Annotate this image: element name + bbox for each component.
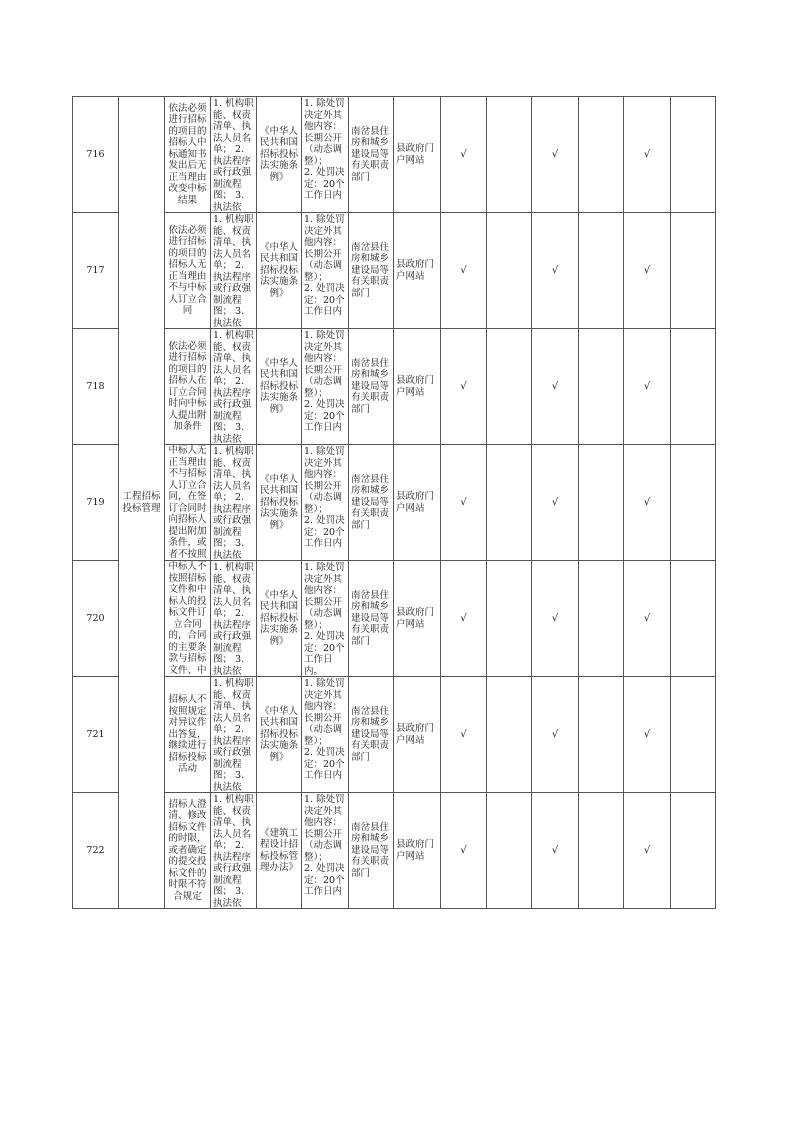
legal-basis: 《中华人民共和国招标投标法实施条例》: [259, 357, 298, 415]
check-mark: √: [441, 677, 487, 793]
empty-cell: [579, 677, 624, 793]
disclosure-time: 1. 除处罚决定外其他内容：长期公开（动态调整）； 2. 处罚决定：20个工作日内。: [304, 562, 345, 676]
empty-cell: [671, 445, 716, 561]
check-mark: √: [624, 329, 671, 445]
disclosure-content: 1. 机构职能、权责清单、执法人员名单； 2. 执法程序或行政强制流程图； 3. 执法依: [213, 98, 254, 212]
empty-cell: [671, 561, 716, 677]
legal-basis: 《中华人民共和国招标投标法实施条例》: [259, 125, 298, 183]
empty-cell: [671, 213, 716, 329]
item-name: 依法必须进行招标的项目的招标人在订立合同时向中标人提出附加条件: [168, 340, 207, 432]
category-cell: [119, 97, 165, 909]
disclosure-subject: 南岔县住房和城乡建设局等有关职责部门: [351, 821, 390, 879]
empty-cell: [579, 561, 624, 677]
legal-basis: 《建筑工程设计招标投标管理办法》: [259, 827, 298, 873]
check-mark: √: [624, 561, 671, 677]
check-mark: √: [441, 329, 487, 445]
disclosure-channel: 县政府门户网站: [396, 259, 435, 282]
empty-cell: [487, 445, 532, 561]
check-mark: √: [532, 677, 579, 793]
item-name: 依法必须进行招标的项目的招标人中标通知书发出后无正当理由改变中标结果: [168, 102, 207, 206]
item-name: 中标人不按照招标文件和中标人的投标文件订立合同的，合同的主要条款与招标文件、中: [168, 561, 207, 676]
disclosure-content: 1. 机构职能、权责清单、执法人员名单； 2. 执法程序或行政强制流程图； 3. 执法依: [213, 330, 254, 444]
disclosure-time: 1. 除处罚决定外其他内容：长期公开（动态调整）； 2. 处罚决定：20个工作日内: [304, 98, 345, 201]
disclosure-content: 1. 机构职能、权责清单、执法人员名单； 2. 执法程序或行政强制流程图； 3. 执法依: [213, 562, 254, 676]
check-mark: √: [441, 213, 487, 329]
check-mark: √: [441, 561, 487, 677]
table-row: [73, 561, 716, 677]
row-number: 719: [73, 445, 119, 561]
empty-cell: [671, 97, 716, 213]
disclosure-subject: 南岔县住房和城乡建设局等有关职责部门: [351, 241, 390, 299]
row-number: 720: [73, 561, 119, 677]
row-number: 718: [73, 329, 119, 445]
empty-cell: [579, 329, 624, 445]
check-mark: √: [624, 445, 671, 561]
item-name: 依法必须进行招标的项目的招标人无正当理由不与中标人订立合同: [168, 224, 207, 316]
check-mark: √: [532, 793, 579, 909]
empty-cell: [487, 97, 532, 213]
disclosure-time: 1. 除处罚决定外其他内容：长期公开（动态调整）； 2. 处罚决定：20个工作日内: [304, 330, 345, 433]
check-mark: √: [532, 329, 579, 445]
disclosure-channel: 县政府门户网站: [396, 375, 435, 398]
empty-cell: [487, 561, 532, 677]
disclosure-content: 1. 机构职能、权责清单、执法人员名单； 2. 执法程序或行政强制流程图； 3. 执法依: [213, 794, 254, 908]
disclosure-subject: 南岔县住房和城乡建设局等有关职责部门: [351, 125, 390, 183]
table-row: [73, 97, 716, 213]
disclosure-time: 1. 除处罚决定外其他内容：长期公开（动态调整）； 2. 处罚决定：20个工作日内: [304, 794, 345, 897]
table-row: [73, 213, 716, 329]
empty-cell: [579, 97, 624, 213]
item-name: 招标人澄清、修改招标文件的时限，或者确定的提交投标文件的时限不符合规定: [168, 798, 207, 902]
disclosure-channel: 县政府门户网站: [396, 491, 435, 514]
empty-cell: [487, 793, 532, 909]
row-number: 722: [73, 793, 119, 909]
table-row: [73, 329, 716, 445]
empty-cell: [579, 445, 624, 561]
check-mark: √: [624, 97, 671, 213]
empty-cell: [487, 329, 532, 445]
disclosure-content: 1. 机构职能、权责清单、执法人员名单； 2. 执法程序或行政强制流程图； 3. 执法依: [213, 446, 254, 560]
legal-basis: 《中华人民共和国招标投标法实施条例》: [259, 705, 298, 763]
check-mark: √: [624, 677, 671, 793]
empty-cell: [487, 677, 532, 793]
table-row: [73, 793, 716, 909]
disclosure-channel: 县政府门户网站: [396, 607, 435, 630]
check-mark: √: [532, 561, 579, 677]
disclosure-channel: 县政府门户网站: [396, 723, 435, 746]
item-name: 招标人不按照规定对异议作出答复，继续进行招标投标活动: [168, 694, 207, 775]
check-mark: √: [441, 793, 487, 909]
legal-basis: 《中华人民共和国招标投标法实施条例》: [259, 473, 298, 531]
disclosure-time: 1. 除处罚决定外其他内容：长期公开（动态调整）； 2. 处罚决定：20个工作日内: [304, 678, 345, 781]
legal-basis: 《中华人民共和国招标投标法实施条例》: [259, 589, 298, 647]
empty-cell: [579, 213, 624, 329]
empty-cell: [487, 213, 532, 329]
row-number: 717: [73, 213, 119, 329]
disclosure-table: [72, 96, 716, 909]
check-mark: √: [441, 445, 487, 561]
check-mark: √: [532, 97, 579, 213]
disclosure-subject: 南岔县住房和城乡建设局等有关职责部门: [351, 357, 390, 415]
check-mark: √: [532, 445, 579, 561]
table-row: [73, 677, 716, 793]
check-mark: √: [624, 213, 671, 329]
disclosure-subject: 南岔县住房和城乡建设局等有关职责部门: [351, 589, 390, 647]
row-number: 716: [73, 97, 119, 213]
category-label: 工程招标投标管理: [122, 490, 161, 514]
check-mark: √: [532, 213, 579, 329]
check-mark: √: [624, 793, 671, 909]
disclosure-time: 1. 除处罚决定外其他内容：长期公开（动态调整）； 2. 处罚决定：20个工作日内: [304, 214, 345, 317]
item-name: 中标人无正当理由不与招标人订立合同，在签订合同时向招标人提出附加条件，或者不按照: [168, 445, 207, 560]
disclosure-content: 1. 机构职能、权责清单、执法人员名单； 2. 执法程序或行政强制流程图； 3. 执法依: [213, 214, 254, 328]
check-mark: √: [441, 97, 487, 213]
empty-cell: [671, 793, 716, 909]
disclosure-channel: 县政府门户网站: [396, 143, 435, 166]
empty-cell: [671, 677, 716, 793]
empty-cell: [579, 793, 624, 909]
empty-cell: [671, 329, 716, 445]
disclosure-content: 1. 机构职能、权责清单、执法人员名单； 2. 执法程序或行政强制流程图； 3. 执法依: [213, 678, 254, 792]
disclosure-subject: 南岔县住房和城乡建设局等有关职责部门: [351, 473, 390, 531]
legal-basis: 《中华人民共和国招标投标法实施条例》: [259, 241, 298, 299]
disclosure-channel: 县政府门户网站: [396, 839, 435, 862]
disclosure-time: 1. 除处罚决定外其他内容：长期公开（动态调整）； 2. 处罚决定：20个工作日内: [304, 446, 345, 549]
disclosure-subject: 南岔县住房和城乡建设局等有关职责部门: [351, 705, 390, 763]
row-number: 721: [73, 677, 119, 793]
table-row: [73, 445, 716, 561]
